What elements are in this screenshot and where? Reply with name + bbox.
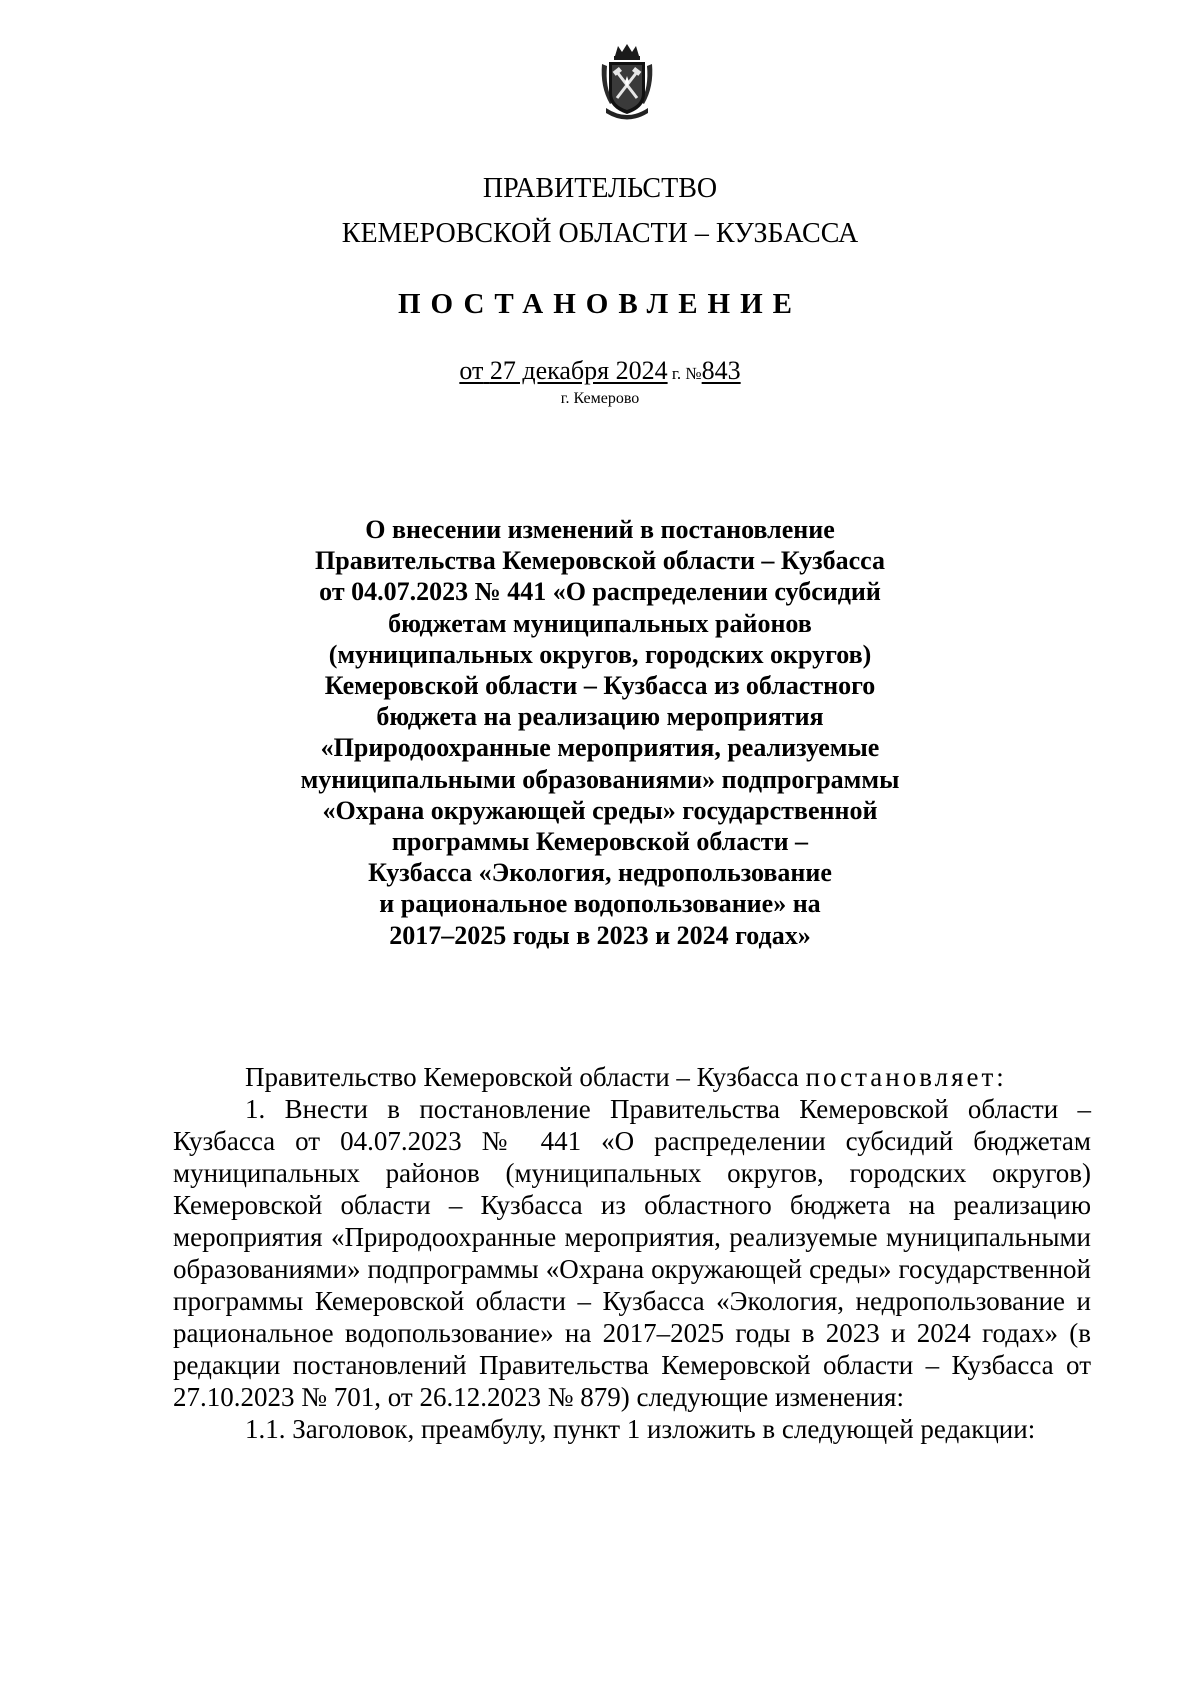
government-name-line1: ПРАВИТЕЛЬСТВО [482, 173, 718, 204]
government-name-line2: КЕМЕРОВСКОЙ ОБЛАСТИ – КУЗБАССА [341, 218, 859, 249]
intro-paragraph [173, 1061, 1091, 1093]
number-sign: № [685, 364, 702, 383]
title-line: Кемеровской области – Кузбасса из областного [324, 671, 876, 701]
title-line: бюджета на реализацию мероприятия [376, 702, 824, 732]
title-line: 2017–2025 годы в 2023 и 2024 годах» [389, 920, 811, 950]
title-line: бюджетам муниципальных районов [388, 608, 812, 638]
issue-city: г. Кемерово [560, 390, 640, 407]
title-line: (муниципальных округов, городских округов) [328, 639, 872, 669]
title-line: программы Кемеровской области – [391, 827, 809, 857]
issue-date: 27 декабря 2024 [489, 356, 668, 385]
document-body [173, 1061, 1091, 1445]
title-line: Кузбасса «Экология, недропользование [368, 858, 832, 888]
title-line: Правительства Кемеровской области – Кузбасса [315, 546, 885, 576]
clause-1-1: 1.1. Заголовок, преамбулу, пункт 1 изложить в следующей редакции: [245, 1414, 1036, 1444]
kuzbass-coat-of-arms-icon [598, 42, 656, 120]
issue-date-line [0, 356, 1200, 389]
intro-subject: Правительство Кемеровской области – Кузбасса [245, 1062, 799, 1092]
title-line: «Охрана окружающей среды» государственной [322, 795, 878, 825]
issue-date-prefix: от [459, 356, 484, 385]
title-line: О внесении изменений в постановление [365, 515, 835, 544]
document-type-heading: ПОСТАНОВЛЕНИЕ [397, 288, 802, 320]
title-line: от 04.07.2023 № 441 «О распределении субсидий [319, 577, 881, 607]
title-line: и рациональное водопользование» на [379, 889, 821, 919]
document-number: 843 [701, 356, 741, 385]
year-suffix: г. [671, 364, 682, 383]
intro-verb: постановляет: [805, 1062, 1007, 1092]
document-title [240, 514, 960, 951]
clause-1: 1. Внести в постановление Правительства Кемеровской области – Кузбасса от 04.07.2023 № 441 «О распределении субсидий бюджетам муниципальных районов (муниципальных округов, городских округов) Кемеровской области – Кузбасса из областного бюджета на реализацию мероприятия «Природоохранные мероприятия, реализуемые муниципальными образованиями» подпрограммы «Охрана окружающей среды» государственной программы Кемеровской области – Кузбасса «Экология, недропользование и рациональное водопользование» на 2017–2025 годы в 2023 и 2024 годах» (в редакции постановлений Правительства Кемеровской области – Кузбасса от 27.10.2023 № 701, от 26.12.2023 № 879) следующие изменения: [173, 1094, 1091, 1412]
title-line: «Природоохранные мероприятия, реализуемые [320, 733, 880, 763]
title-line: муниципальными образованиями» подпрограммы [300, 764, 900, 794]
